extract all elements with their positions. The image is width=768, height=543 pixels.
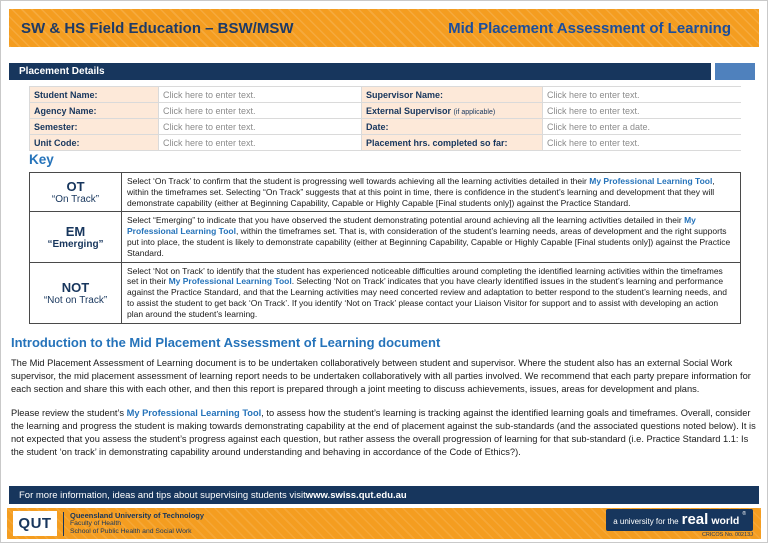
student-name-label: Student Name: [30,87,158,102]
key-code-not: NOT [61,279,90,295]
external-supervisor-note: (if applicable) [453,109,496,116]
supervisor-name-input[interactable]: Click here to enter text. [543,87,741,102]
key-table [29,172,741,324]
date-label: Date: [362,119,542,134]
my-professional-learning-tool-link[interactable]: My Professional Learning Tool [127,215,696,237]
introduction-paragraph-2: Please review the student’s My Professional Learning Tool, to assess how the student’s learning is tracking against the identified learning goals and timeframes. Overall, consider the learning and progress the student is making towards demonstrating capability at the end of placement against the sub-standards (and the associated questions noted below). It is not expected that you assess the student’s progress against each question, but rather assess the overall progression of learning for that sub-standard (i.e. Practice Standard 1.1: Is the student ‘on track’ in demonstrating capability around understanding and behaving in accordance of the Code of Ethics?). [11,408,756,457]
agency-name-input[interactable]: Click here to enter text. [159,103,361,118]
key-cell-not-on-track [30,262,122,323]
key-code-em: EM [65,223,86,239]
my-professional-learning-tool-link[interactable]: My Professional Learning Tool [126,408,262,419]
unit-code-label: Unit Code: [30,135,158,150]
placement-hours-input[interactable]: Click here to enter text. [543,135,741,150]
key-label-emerging: “Emerging” [47,238,104,250]
faculty-name: Faculty of Health [70,520,121,527]
date-input[interactable]: Click here to enter a date. [543,119,741,134]
school-name: School of Public Health and Social Work [70,528,192,535]
brand-left-group [13,511,204,536]
agency-name-label: Agency Name: [30,103,158,118]
placement-hours-label: Placement hrs. completed so far: [362,135,542,150]
document-title-right: Mid Placement Assessment of Learning [448,19,731,37]
key-row-on-track [30,173,741,212]
key-label-not-on-track: “Not on Track” [43,294,108,306]
section-bar-accent [715,63,755,80]
registered-trademark-symbol: ® [742,511,746,517]
key-desc-not-on-track: Select ‘Not on Track’ to identify that the student has experienced noticeable difficulties around completing the identified learning activities within the timeframes set in their My Professional Learning Tool. Selecting ‘Not on Track’ indicates that you have clearly identified issues in the student’s learning and performance against the Practice Standard, and that the Learning activities may need concerted review and adaptation to better respond to the student’s learning needs, and to assist the student to get back ‘On Track’. If you identify ‘Not on Track’ please contact your Liaison Visitor for support and to assist with developing an action plan around the student’s learning. [122,262,741,323]
key-code-ot: OT [66,179,85,195]
qut-logo: QUT [13,511,57,536]
tagline-prefix: a university for the [613,517,679,526]
university-name: Queensland University of Technology [70,511,205,520]
my-professional-learning-tool-link[interactable]: My Professional Learning Tool [168,276,292,287]
key-cell-on-track [30,173,122,212]
swiss-website-link[interactable]: www.swiss.qut.edu.au [305,489,407,501]
brand-right-group [606,509,753,538]
placement-details-table [29,86,741,151]
brand-bar [7,508,761,539]
supervisor-name-label: Supervisor Name: [362,87,542,102]
brand-text-group [70,511,204,536]
placement-details-title: Placement Details [9,63,711,80]
key-desc-on-track: Select ‘On Track’ to confirm that the student is progressing well towards achieving all the learning activities detailed in their My Professional Learning Tool, within the timeframes set. Selecting “On Track” suggests that at this point in time, there is confidence in the student’s learning and development that they will demonstrate capability (either at Beginning Capability, Capable or Highly Capable [Final students only]) against the Practice Standard. [122,173,741,212]
key-row-emerging [30,212,741,262]
footer-info-bar [9,486,759,504]
external-supervisor-label: External Supervisor (if applicable) [362,103,542,118]
key-heading: Key [29,152,54,167]
introduction-section [11,335,759,471]
unit-code-input[interactable]: Click here to enter text. [159,135,361,150]
introduction-paragraph-1: The Mid Placement Assessment of Learning document is to be undertaken collaboratively between student and supervisor. Where the student also has an external Social Work supervisor, the mid placement assessment of learning report needs to be undertaken collaboratively with all parties involved. We recommend that each party prepare information for each section and share this with each other, and then this report is prepared through a joint meeting to discuss achievements, issues, areas for development and plans. [11,358,751,394]
key-section [29,152,741,324]
tagline-box [606,509,753,531]
tagline-world: world [711,515,740,527]
student-name-input[interactable]: Click here to enter text. [159,87,361,102]
tagline-real: real [681,511,709,528]
footer-info-text: For more information, ideas and tips about supervising students visit [19,489,306,501]
my-professional-learning-tool-link[interactable]: My Professional Learning Tool [589,176,713,186]
introduction-heading: Introduction to the Mid Placement Assessment of Learning document [11,335,441,350]
brand-divider [63,512,64,536]
placement-details-section-bar [9,63,755,80]
key-cell-emerging [30,212,122,262]
key-desc-emerging: Select “Emerging” to indicate that you have observed the student demonstrating potential around achieving all the learning activities detailed in their My Professional Learning Tool, within the timeframes set. That is, with consideration of the student’s learning needs, areas of development and the right supports put into place, the student is likely to demonstrate capability (either at Beginning Capability, Capable or Highly Capable [Final students only]) against the Practice Standard. [122,212,741,262]
cricos-number: CRICOS No. 00213J [701,532,753,538]
document-title-left: SW & HS Field Education – BSW/MSW [21,19,294,37]
semester-input[interactable]: Click here to enter text. [159,119,361,134]
semester-label: Semester: [30,119,158,134]
document-header [9,9,759,47]
external-supervisor-input[interactable]: Click here to enter text. [543,103,741,118]
key-label-on-track: “On Track” [51,194,100,206]
key-row-not-on-track [30,262,741,323]
